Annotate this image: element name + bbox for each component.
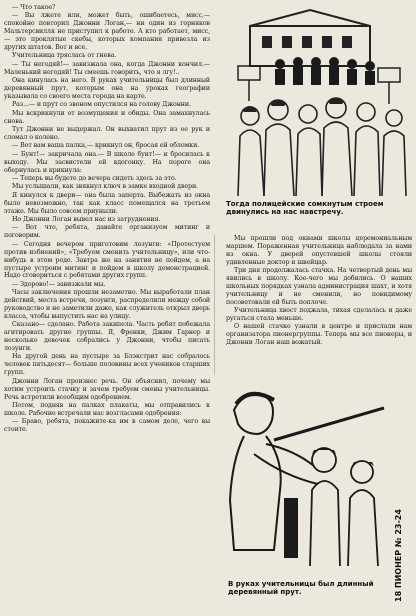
crowd-drawing [220, 6, 412, 198]
paragraph: — Что такое? [12, 4, 56, 11]
paragraph: — Вы лжете или, может быть, ошибаетесь, мисс,— спокойно повторил Джонни Логан,— ни один из горняков Мальтерсвилля не приступил к работе. А кто работает, мисс,— это проклятые скебы, которых компания привезла из других штатов. Вот и все. [4, 12, 210, 52]
paragraph: Учительница хвост поджала, тихая сделалась и даже ругаться стала меньше. [226, 307, 412, 323]
paragraph: — Вот вам ваша палка,— крикнул он, бросая ей обломки. [12, 142, 200, 150]
bottom-caption: В руках учительницы был длинный деревянный прут. [228, 580, 374, 597]
paragraph: — Бунт!— закричала она.— В школе бунт!— и бросилась к выходу. Мы засвистели ей вдогонку. На пороге она обернулась и крикнула: [4, 150, 210, 174]
paragraph: — Теперь вы будете до вечера сидеть здесь за это. [12, 175, 177, 183]
paragraph: Мы услышали, как звякнул ключ в замке входной двери. [12, 183, 198, 191]
paragraph: Тут Джонни не выдержал. Он выхватил прут из ее рук и сломал о колено. [4, 126, 210, 141]
paragraph: Она кинулась на него. В руках учительницы был длинный деревянный прут, которым она на уроках географии указывала со своего места города на карте. [4, 77, 210, 100]
top-caption: Тогда полицейские сомкнутым строем двинулись на нас навстречу. [226, 200, 384, 217]
paragraph: — Вот что, ребята, давайте организуем митинг и поговорим. [4, 224, 210, 240]
paragraph: — Браво, ребята, покажите-ка им в самом деле, чего вы стоите. [4, 418, 210, 434]
paragraph: Учительница тряслась от гнева. [12, 52, 117, 60]
paragraph: Джонни Логан произнес речь. Он объяснил, почему мы хотим устроить стачку и зачем требуем смены учительницы. Речь встретили всеобщим одобрением. [4, 377, 210, 401]
paragraph: Но Джонни Логан вывел нас из затруднения. [12, 216, 161, 224]
paragraph: Сказано— сделано. Работа закипела. Часть ребят побежала агитировать другие группы. Я, Френки, Джим Гарнер и несколько девочек собрались у Джонни, чтобы писать лозунги. [4, 321, 210, 353]
teacher-drawing [214, 380, 390, 570]
paragraph: О нашей стачке узнали в центре и прислали нам организатора пионергруппы. Теперь мы все пионеры, и Джонни Логан наш вожатый. [226, 323, 412, 347]
footer-text: 18 ПИОНЕР № 23-24 [394, 509, 403, 602]
paragraph: — Ты негодяй!— завизжала она, когда Джонни кончил.— Маленький негодяй! Ты смеешь говорить, что я лгу!.. [4, 60, 210, 76]
paragraph: Раз...— и прут со звоном опустился на голову Джонни. [12, 101, 191, 109]
paragraph: — Сегодня вечером приготовим лозунги: «Протестуем против избиений», «Требуем сменить учительницу», или что-нибудь в этом роде. Завтра же на занятия не пойдем, а на пустыре устроим митинг и пойдем в школу демонстрацией. Надо сговориться с ребятами других групп. [4, 240, 210, 280]
paragraph: Я кинулся к двери— она была заперта. Выбежать из окна было невозможно, так как класс помещался на третьем этаже. Мы было совсем приуныли. [4, 191, 210, 215]
left-text-column [4, 4, 210, 610]
paragraph: На другой день на пустыре за Блэкстрит нас собралось человек пятьдесят— больше половины всех учеников старших групп. [4, 353, 210, 377]
paragraph: Потом, подняв на палках плакаты, мы отправились к школе. Рабочие встречали нас возгласами одобрения: [4, 401, 210, 417]
paragraph: Часы заключения прошли незаметно. Мы выработали план действий, места встречи, лозунги, распределили между собой руководство и не заметили даже, как служитель открыл дверь класса, чтобы выпустить нас на улицу. [4, 289, 210, 320]
page-footer [392, 470, 412, 610]
illustration-teacher-pointer [214, 380, 390, 570]
right-text-column [226, 235, 412, 375]
paragraph: Мы вскрикнули от возмущения и обиды. Она замахнулась снова. [4, 109, 210, 125]
illustration-crowd-police [220, 6, 412, 198]
paragraph: Три дня продолжалась стачка. На четвертый день мы явились в школу. Кое-чего мы добились. О наших школьных порядках узнала администрация шахт, и хотя учительницу и не сменили, но повидимому посоветовали ей быть поплоче. [226, 267, 412, 306]
paragraph: — Здорово!— завизжали мы. [12, 280, 106, 288]
column-divider [214, 235, 215, 375]
paragraph: Мы прошли под окнами школы церемониальным маршем. Пораженная учительница наблюдала за нами из окна. У дверей опустевшей школы стояли удивленные доктор и швейцар. [226, 235, 412, 266]
